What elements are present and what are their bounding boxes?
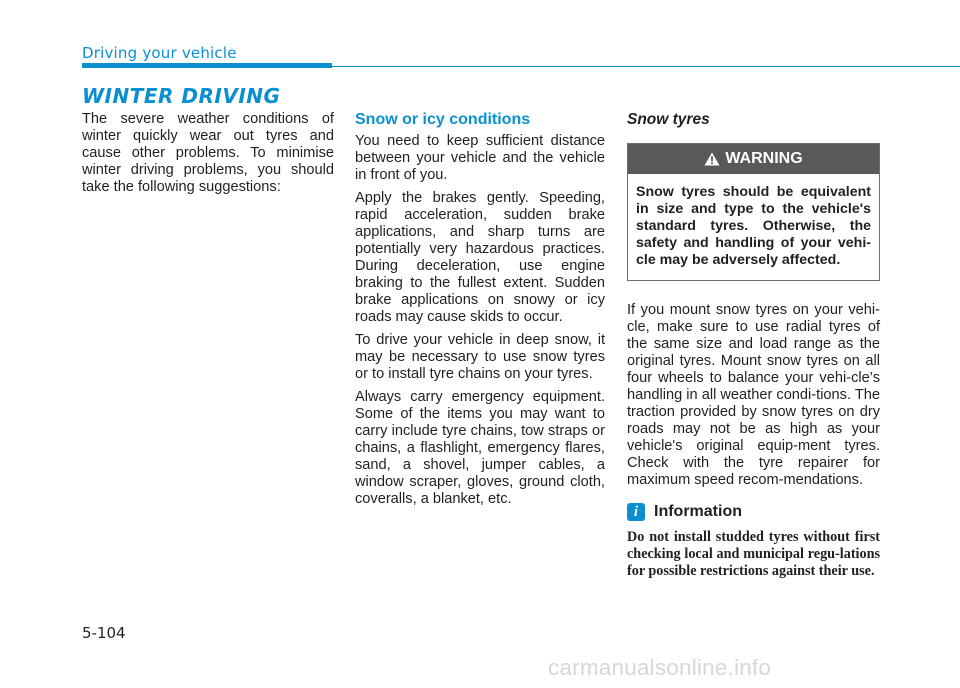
page-title: WINTER DRIVING bbox=[82, 84, 281, 108]
information-heading bbox=[627, 503, 880, 521]
snow-icy-heading: Snow or icy conditions bbox=[355, 111, 531, 128]
section-label: Driving your vehicle bbox=[82, 44, 237, 62]
column-intro bbox=[82, 111, 334, 196]
brakes-paragraph: Apply the brakes gently. Speeding, rapid acceleration, sudden brake applications, and sharp turns are potentially very hazardous practices. During deceleration, use engine braking to the fullest extent. Sudden brake applications on snowy or icy roads may cause skids to occur. bbox=[355, 190, 605, 325]
deep-snow-paragraph: To drive your vehicle in deep snow, it may be necessary to use snow tyres or to install tyre chains on your tyres. bbox=[355, 332, 605, 382]
information-label: Information bbox=[654, 503, 742, 520]
intro-paragraph: The severe weather conditions of winter quickly wear out tyres and cause other problems. To minimise winter driving problems, you should take the following suggestions: bbox=[82, 111, 334, 195]
snow-tyres-paragraph: If you mount snow tyres on your vehi-cle, make sure to use radial tyres of the same size and load range as the original tyres. Mount snow tyres on all four wheels to balance your vehi-cle’s handling in all weather condi-tions. The traction provided by snow tyres on dry roads may not be as high as your vehicle's original equip-ment tyres. Check with the tyre repairer for maximum speed recom-mendations. bbox=[627, 302, 880, 488]
column-snow-tyres bbox=[627, 111, 880, 580]
information-text: Do not install studded tyres without first checking local and municipal regu-lations for possible restrictions against their use. bbox=[627, 529, 880, 579]
warning-header bbox=[628, 144, 879, 174]
header-rule-thin bbox=[332, 66, 960, 68]
header-rule-thick bbox=[82, 63, 332, 68]
emergency-equipment-paragraph: Always carry emergency equipment. Some of the items you may want to carry include tyre chains, tow straps or chains, a flashlight, emergency flares, sand, a shovel, jumper cables, a window scraper, gloves, ground cloth, coveralls, a blanket, etc. bbox=[355, 389, 605, 507]
warning-label: WARNING bbox=[725, 150, 803, 167]
info-icon: i bbox=[627, 503, 645, 521]
distance-paragraph: You need to keep sufficient distance between your vehicle and the vehicle in front of you. bbox=[355, 133, 605, 183]
warning-triangle-icon bbox=[704, 152, 720, 166]
snow-tyres-heading: Snow tyres bbox=[627, 111, 710, 128]
page-number: 5-104 bbox=[82, 624, 126, 642]
column-snow-icy bbox=[355, 111, 605, 514]
warning-text: Snow tyres should be equivalent in size and type to the vehicle's standard tyres. Otherwise, the safety and handling of your vehi-cle may be adversely affected. bbox=[636, 184, 871, 268]
warning-box bbox=[627, 143, 880, 281]
watermark: carmanualsonline.info bbox=[548, 655, 772, 680]
